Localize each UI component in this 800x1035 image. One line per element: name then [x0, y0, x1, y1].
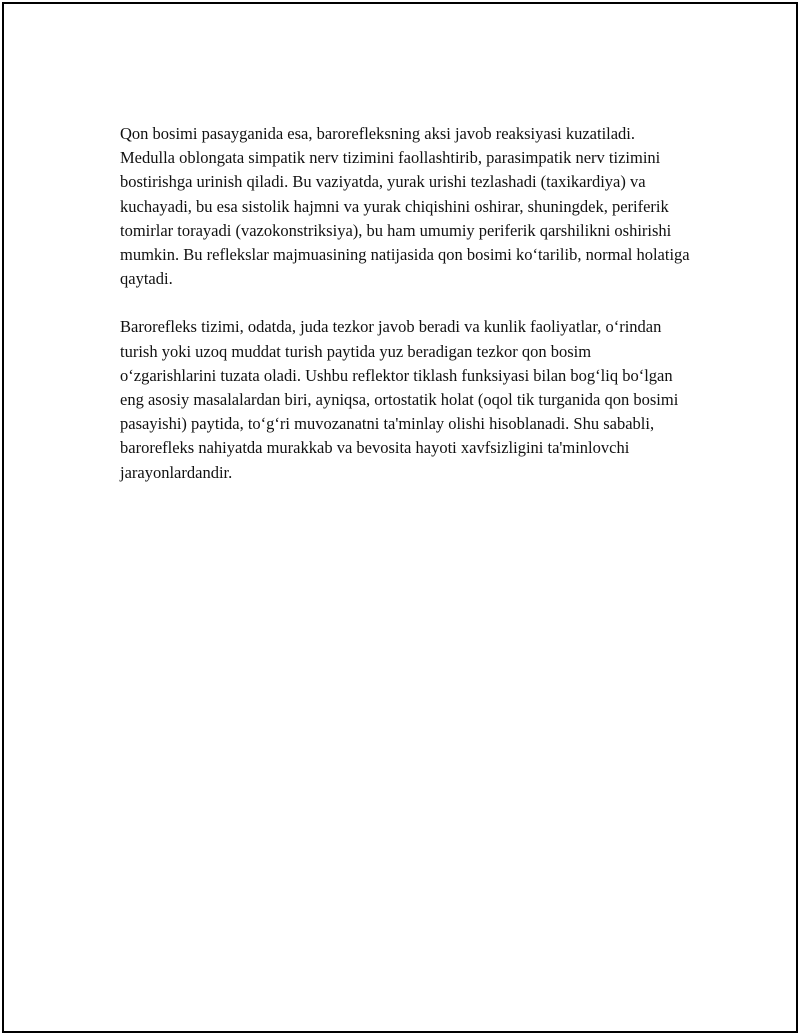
paragraph-2: Barorefleks tizimi, odatda, juda tezkor javob beradi va kunlik faoliyatlar, oʻrindan turish yoki uzoq muddat turish paytida yuz beradigan tezkor qon bosim oʻzgarishlarini tuzata oladi. Ushbu reflektor tiklash funksiyasi bilan bogʻliq boʻlgan eng asosiy masalalardan biri, ayniqsa, ortostatik holat (oqol tik turganida qon bosimi pasayishi) paytida, toʻgʻri muvozanatni ta'minlay olishi hisoblanadi. Shu sababli, barorefleks nahiyatda murakkab va bevosita hayoti xavfsizligini ta'minlovchi jarayonlardandir. [120, 317, 679, 482]
document-page [2, 2, 798, 1033]
paragraph-1: Qon bosimi pasayganida esa, barorefleksning aksi javob reaksiyasi kuzatiladi. Medulla oblongata simpatik nerv tizimini faollashtirib, parasimpatik nerv tizimini bostirishga urinish qiladi. Bu vaziyatda, yurak urishi tezlashadi (taxikardiya) va kuchayadi, bu esa sistolik hajmni va yurak chiqishini oshirar, shuningdek, periferik tomirlar torayadi (vazokonstriksiya), bu ham umumiy periferik qarshilikni oshirishi mumkin. Bu reflekslar majmuasining natijasida qon bosimi koʻtarilib, normal holatiga qaytadi. [120, 124, 690, 289]
document-body [120, 122, 690, 485]
